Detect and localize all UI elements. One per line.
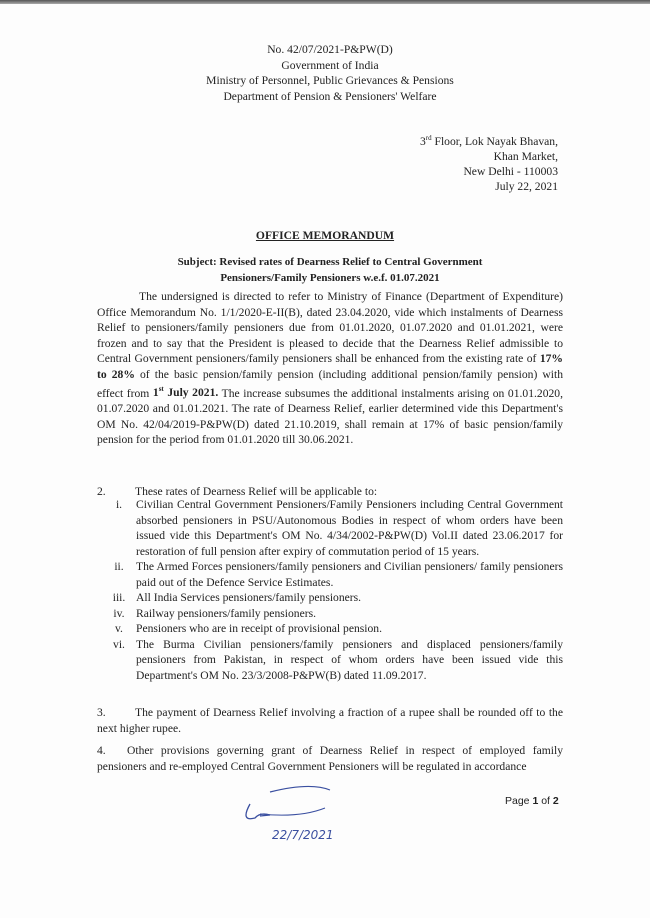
list-numeral: v.	[115, 622, 123, 635]
list-text: Railway pensioners/family pensioners.	[136, 606, 316, 620]
floor-rest: Floor, Lok Nayak Bhavan,	[431, 134, 558, 148]
document-date: July 22, 2021	[495, 179, 558, 193]
list-item	[102, 497, 563, 559]
list-item	[102, 559, 563, 590]
effective-date-sup: st	[158, 385, 164, 394]
document-title: OFFICE MEMORANDUM	[255, 229, 395, 242]
paragraph-3	[97, 705, 563, 736]
page-current: 1	[532, 795, 539, 807]
list-text: The Burma Civilian pensioners/family pensioners and displaced pensioners/family pensioners from Pakistan, in respect of whom orders have been issued vide this Department's OM No. 23/3/2008-P&PW(B) dated 11.09.2017.	[136, 637, 563, 682]
list-numeral: vi.	[113, 637, 125, 651]
text: The increase subsumes the additional instalments arising on 01.01.2020, 01.07.2020 and 01.01.2021. The rate of Dearness Relief, earlier determined vide this Department's OM No. 42/04/2019-P&PW(D) dated 21.10.2019, shall remain at 17% of basic pension/family pension for the period from 01.01.2020 till 30.06.2021.	[97, 386, 563, 447]
text: of the basic pension/family pension (including additional pension/family pension) with effect from	[97, 367, 563, 400]
list-item	[102, 590, 563, 606]
ministry: Ministry of Personnel, Public Grievances & Pensions	[206, 74, 454, 87]
effective-date: 1	[152, 386, 159, 400]
list-text: Civilian Central Government Pensioners/Family Pensioners including Central Government absorbed pensioners in PSU/Autonomous Bodies in respect of whom orders have been issued vide this Department's OM No. 4/34/2002-P&PW(D) Vol.II dated 23.06.2017 for restoration of full pension after expiry of commutation period of 15 years.	[136, 498, 563, 558]
text: These rates of Dearness Relief will be applicable to:	[135, 485, 378, 498]
text: The undersigned is directed to refer to Ministry of Finance (Department of Expenditure) Office Memorandum No. 1/1/2020-E-II(B), dated 23.04.2020, vide which instalments of Dearness Relief to pensioners/family pensioners due from 01.01.2020, 01.07.2020 and 01.01.2021, were frozen and to say that the President is pleased to decide that the Dearness Relief admissible to Central Government pensioners/family pensioners shall be enhanced from the existing rate of	[97, 290, 563, 366]
rate-change: 17% to 28%	[97, 352, 563, 381]
page-of: of	[538, 795, 553, 807]
list-text: The Armed Forces pensioners/family pensioners and Civilian pensioners/ family pensioners paid out of the Defence Service Estimates.	[136, 560, 563, 589]
department: Department of Pension & Pensioners' Welfare	[223, 89, 437, 103]
list-numeral: iv.	[113, 606, 125, 620]
applicability-list	[102, 497, 563, 683]
page-total: 2	[552, 795, 559, 807]
list-numeral: i.	[115, 498, 123, 511]
government: Government of India	[281, 58, 379, 72]
floor-sup: rd	[425, 134, 432, 142]
floor: 3	[419, 134, 426, 148]
subject: Subject: Revised rates of Dearness Relief to Central Government Pensioners/Family Pensioners w.e.f. 01.07.2021	[177, 256, 483, 284]
effective-date-rest: July 2021.	[163, 386, 219, 400]
list-numeral: ii.	[114, 560, 124, 573]
list-item	[102, 637, 563, 684]
page-label: Page	[505, 795, 533, 807]
text: The payment of Dearness Relief involving a fraction of a rupee shall be rounded off to the next higher rupee.	[97, 706, 563, 735]
list-item	[102, 606, 563, 622]
signature-date: 22/7/2021	[272, 828, 334, 842]
list-text: Pensioners who are in receipt of provisional pension.	[136, 622, 382, 635]
list-numeral: iii.	[112, 591, 126, 604]
para-number: 2.	[97, 485, 106, 498]
handwritten-signature	[230, 782, 370, 855]
address-block	[420, 131, 558, 194]
list-item	[102, 621, 563, 637]
scan-edge	[0, 0, 650, 4]
paragraph-4	[97, 743, 563, 774]
address-line: New Delhi - 110003	[463, 164, 558, 178]
para-number: 4.	[97, 744, 106, 757]
address-line: Khan Market,	[493, 149, 558, 163]
page-indicator	[505, 795, 559, 807]
text: Other provisions governing grant of Dearness Relief in respect of employed family pensioners and re-employed Central Government Pensioners will be regulated in accordance	[97, 744, 563, 773]
list-text: All India Services pensioners/family pensioners.	[136, 591, 362, 604]
paragraph-1	[97, 289, 563, 448]
letterhead	[200, 42, 460, 104]
para-number: 3.	[97, 706, 106, 719]
om-number: No. 42/07/2021-P&PW(D)	[267, 43, 393, 56]
